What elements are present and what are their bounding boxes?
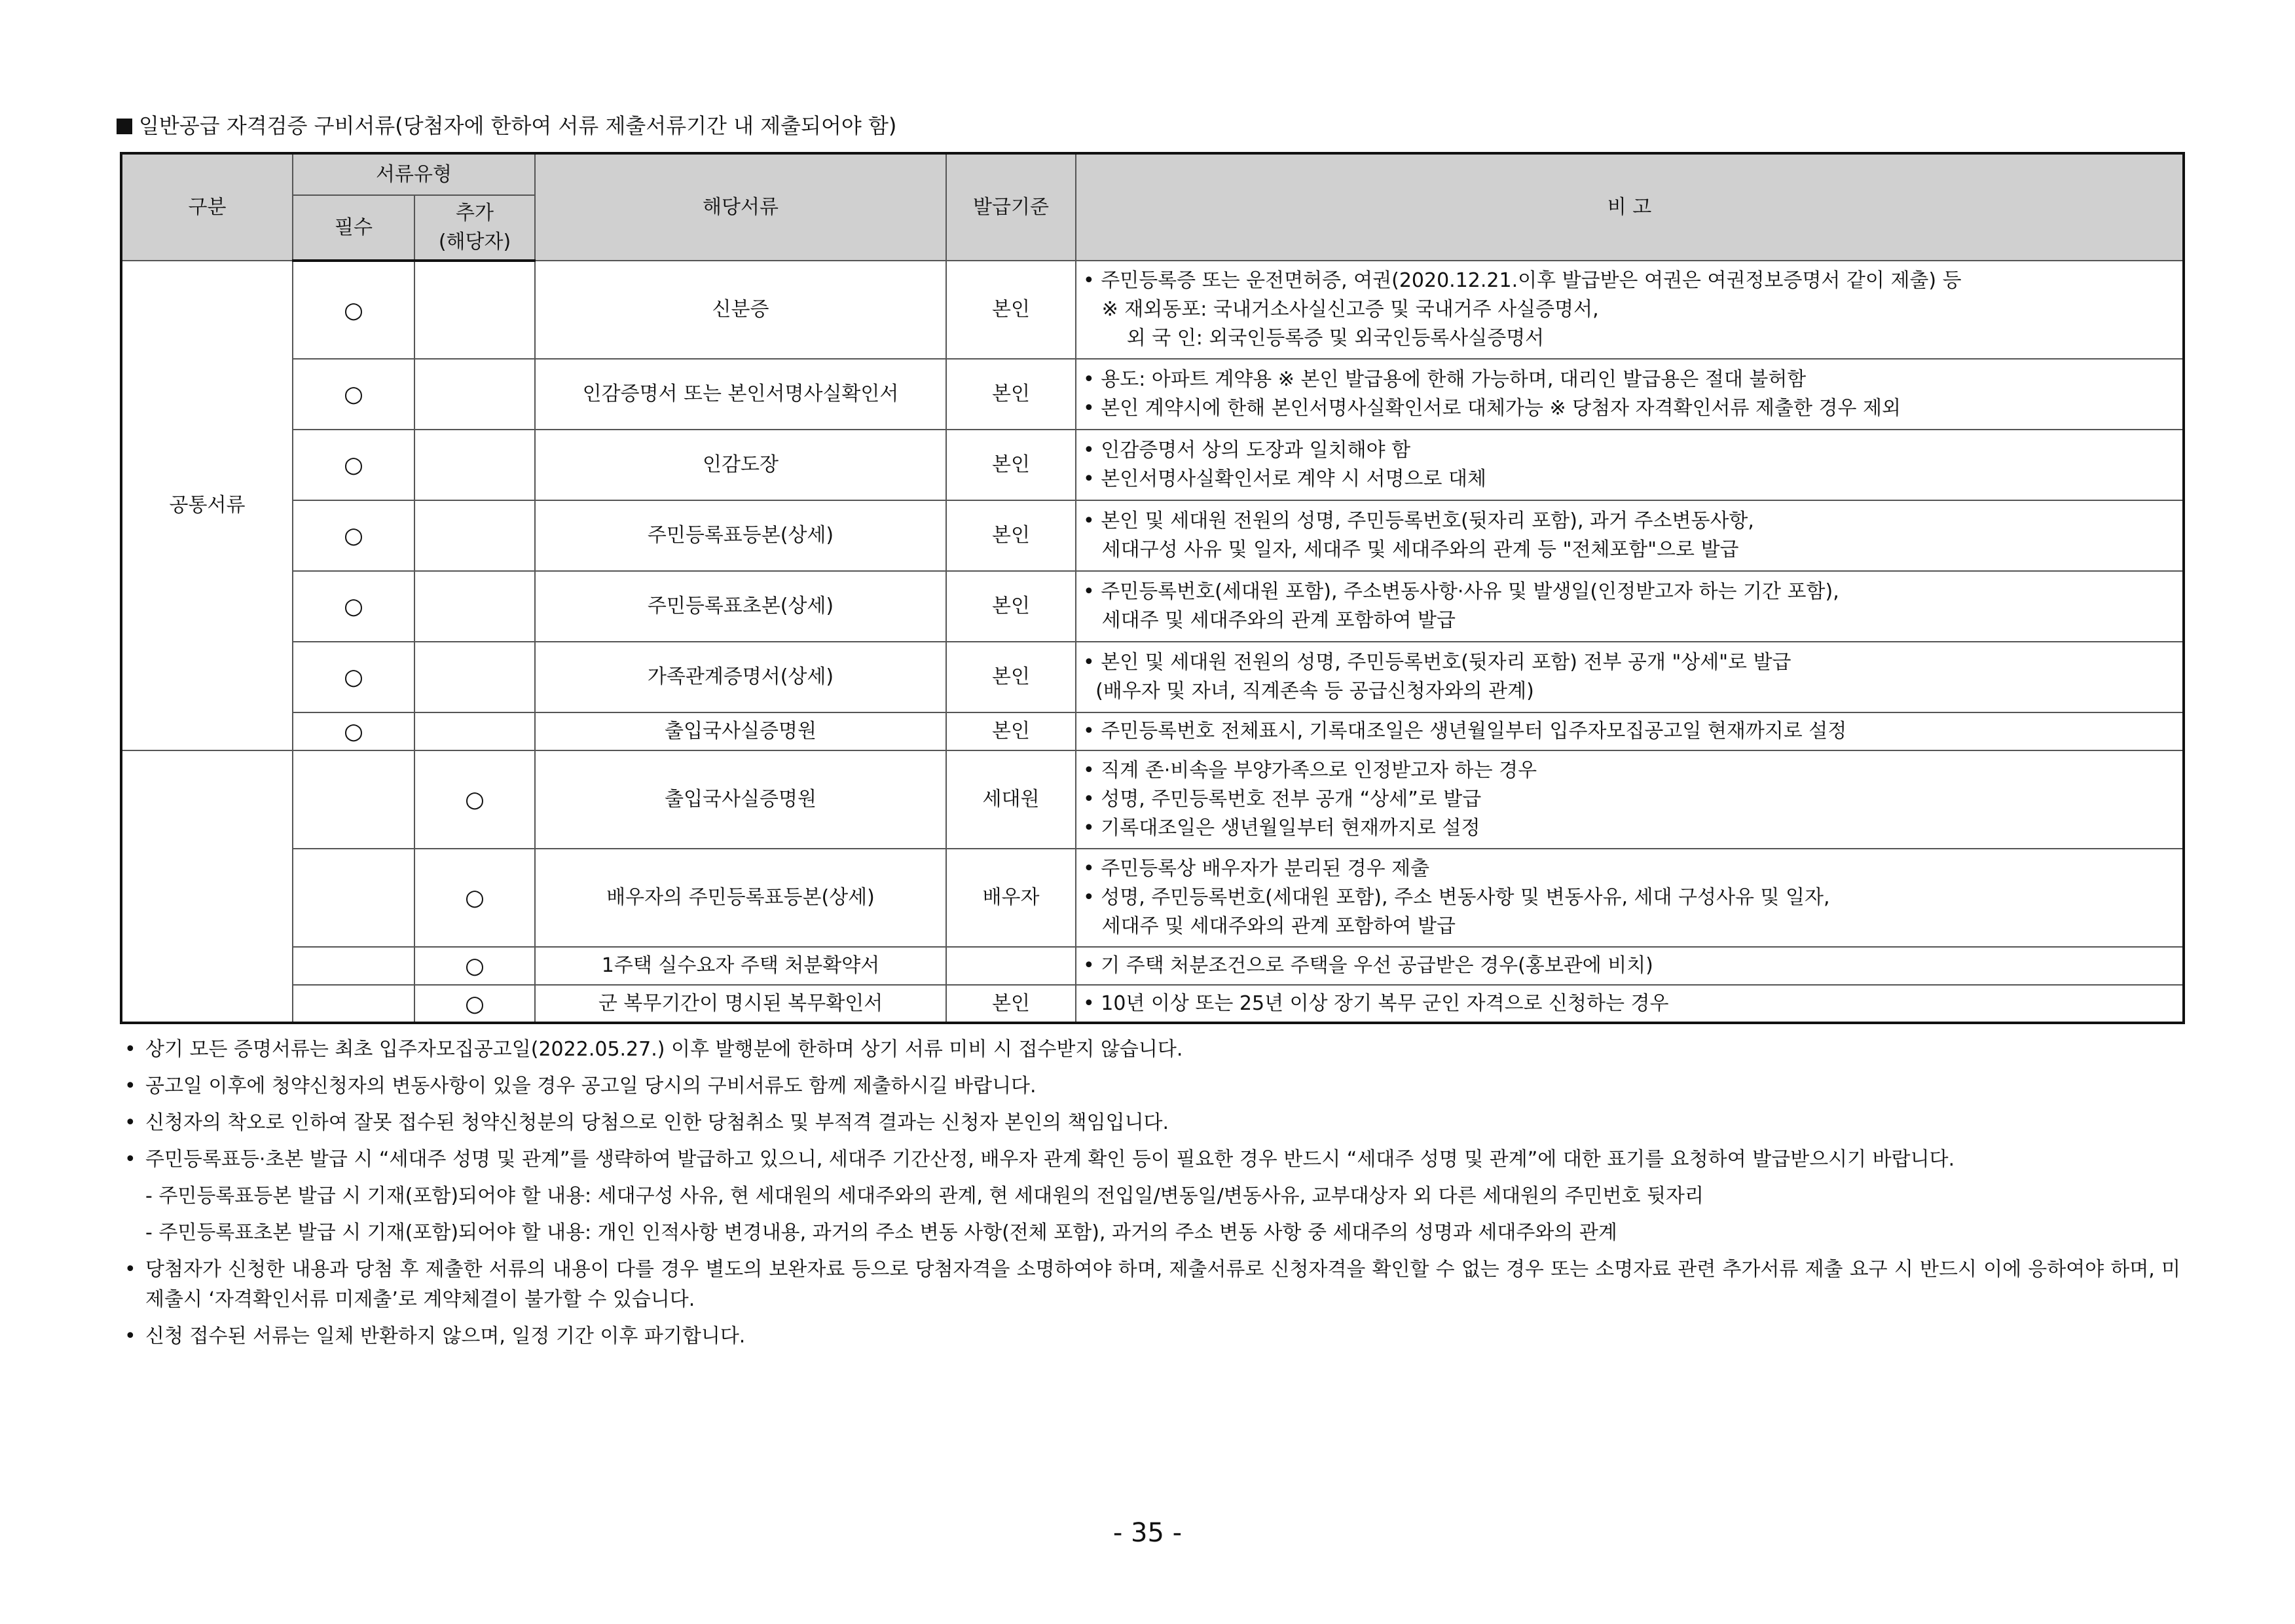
bullet-icon: • (124, 1075, 136, 1098)
remark-line: • 주민등록상 배우자가 분리된 경우 제출 (1083, 857, 1430, 880)
remark-line: • 성명, 주민등록번호 전부 공개 “상세”로 발급 (1083, 788, 1482, 811)
issue-basis-cell: 본인 (946, 642, 1076, 712)
required-mark-cell (293, 985, 414, 1023)
remarks-cell (1076, 430, 2184, 500)
footnote-text: 상기 모든 증명서류는 최초 입주자모집공고일(2022.05.27.) 이후 발행분에 한하며 상기 서류 미비 시 접수받지 않습니다. (145, 1038, 1183, 1061)
issue-basis-cell: 본인 (946, 430, 1076, 500)
table-row (121, 430, 2184, 500)
required-mark-cell (293, 947, 414, 985)
footnote-item (124, 1071, 2180, 1101)
remarks-cell (1076, 359, 2184, 430)
issue-basis-cell: 본인 (946, 261, 1076, 359)
required-mark-cell: ○ (293, 571, 414, 642)
page-number: - 35 - (1112, 1518, 1183, 1548)
remark-line: • 본인 및 세대원 전원의 성명, 주민등록번호(뒷자리 포함), 과거 주소변동사항, (1083, 509, 1754, 532)
additional-mark-cell (414, 261, 535, 359)
page-heading-text: 일반공급 자격검증 구비서류(당첨자에 한하여 서류 제출서류기간 내 제출되어야 함) (139, 113, 897, 138)
footnote-text: 공고일 이후에 청약신청자의 변동사항이 있을 경우 공고일 당시의 구비서류도 함께 제출하시길 바랍니다. (145, 1075, 1037, 1098)
remark-line: • 성명, 주민등록번호(세대원 포함), 주소 변동사항 및 변동사유, 세대 구성사유 및 일자, (1083, 886, 1830, 909)
remark-line: • 주민등록번호 전체표시, 기록대조일은 생년월일부터 입주자모집공고일 현재까지로 설정 (1083, 720, 1847, 743)
footnote-item (124, 1145, 2180, 1175)
group-empty-cell (121, 750, 293, 1023)
table-row (121, 642, 2184, 712)
issue-basis-cell (946, 947, 1076, 985)
footnote-text: 주민등록표등·초본 발급 시 “세대주 성명 및 관계”를 생략하여 발급하고 있으니, 세대주 기간산정, 배우자 관계 확인 등이 필요한 경우 반드시 “세대주 성명 및 관계”에 대한 표기를 요청하여 발급받으시기 바랍니다. (145, 1148, 1955, 1171)
bullet-icon: • (124, 1258, 136, 1281)
square-bullet-icon (117, 119, 132, 134)
document-name-cell: 신분증 (535, 261, 946, 359)
remark-line: 세대주 및 세대주와의 관계 포함하여 발급 (1083, 915, 1456, 938)
required-mark-cell: ○ (293, 642, 414, 712)
document-name-cell: 1주택 실수요자 주택 처분확약서 (535, 947, 946, 985)
table-body (121, 261, 2184, 1023)
required-mark-cell (293, 849, 414, 947)
remark-line: • 기 주택 처분조건으로 주택을 우선 공급받은 경우(홍보관에 비치) (1083, 954, 1653, 977)
remarks-cell (1076, 261, 2184, 359)
bullet-icon: • (124, 1148, 136, 1171)
required-mark-cell: ○ (293, 430, 414, 500)
document-name-cell: 인감도장 (535, 430, 946, 500)
required-mark-cell (293, 750, 414, 849)
remarks-cell (1076, 750, 2184, 849)
footnote-item (124, 1035, 2180, 1065)
bullet-icon: • (124, 1111, 136, 1134)
remarks-cell (1076, 947, 2184, 985)
remark-line: 외 국 인: 외국인등록증 및 외국인등록사실증명서 (1083, 327, 1545, 350)
remarks-cell (1076, 571, 2184, 642)
remark-line: • 기록대조일은 생년월일부터 현재까지로 설정 (1083, 817, 1480, 840)
additional-mark-cell (414, 571, 535, 642)
remark-line: (배우자 및 자녀, 직계존속 등 공급신청자와의 관계) (1083, 680, 1534, 703)
document-name-cell: 가족관계증명서(상세) (535, 642, 946, 712)
remark-line: • 10년 이상 또는 25년 이상 장기 복무 군인 자격으로 신청하는 경우 (1083, 991, 1669, 1015)
additional-mark-cell: ○ (414, 985, 535, 1023)
additional-mark-cell (414, 642, 535, 712)
table-row (121, 571, 2184, 642)
additional-mark-cell: ○ (414, 849, 535, 947)
remarks-cell (1076, 849, 2184, 947)
header-required: 필수 (293, 195, 414, 261)
footnote-text: 신청 접수된 서류는 일체 반환하지 않으며, 일정 기간 이후 파기합니다. (145, 1325, 746, 1348)
table-row (121, 750, 2184, 849)
issue-basis-cell: 세대원 (946, 750, 1076, 849)
header-category: 구분 (121, 153, 293, 261)
issue-basis-cell: 본인 (946, 359, 1076, 430)
remark-line: • 주민등록증 또는 운전면허증, 여권(2020.12.21.이후 발급받은 여권은 여권정보증명서 같이 제출) 등 (1083, 269, 1962, 292)
page-heading (117, 113, 896, 139)
table-row (121, 849, 2184, 947)
additional-mark-cell (414, 430, 535, 500)
remark-line: 세대주 및 세대주와의 관계 포함하여 발급 (1083, 609, 1456, 632)
header-document: 해당서류 (535, 153, 946, 261)
remark-line: ※ 재외동포: 국내거소사실신고증 및 국내거주 사실증명서, (1083, 298, 1599, 321)
bullet-icon: • (124, 1325, 136, 1348)
document-name-cell: 군 복무기간이 명시된 복무확인서 (535, 985, 946, 1023)
document-requirements-table (120, 152, 2185, 1024)
header-remarks: 비 고 (1076, 153, 2184, 261)
footnote-item (124, 1255, 2180, 1315)
required-mark-cell: ○ (293, 712, 414, 750)
table-row (121, 985, 2184, 1023)
footnote-text: 신청자의 착오로 인하여 잘못 접수된 청약신청분의 당첨으로 인한 당첨취소 및 부적격 결과는 신청자 본인의 책임입니다. (145, 1111, 1169, 1134)
additional-mark-cell: ○ (414, 947, 535, 985)
bullet-icon: • (124, 1038, 136, 1061)
remarks-cell (1076, 712, 2184, 750)
table-row (121, 947, 2184, 985)
issue-basis-cell: 본인 (946, 985, 1076, 1023)
additional-mark-cell (414, 500, 535, 571)
required-mark-cell: ○ (293, 359, 414, 430)
required-mark-cell: ○ (293, 261, 414, 359)
remarks-cell (1076, 500, 2184, 571)
group-label-cell: 공통서류 (121, 261, 293, 750)
remark-line: • 인감증명서 상의 도장과 일치해야 함 (1083, 439, 1411, 462)
remark-line: • 주민등록번호(세대원 포함), 주소변동사항·사유 및 발생일(인정받고자 하는 기간 포함), (1083, 580, 1839, 603)
additional-mark-cell: ○ (414, 750, 535, 849)
remark-line: • 본인서명사실확인서로 계약 시 서명으로 대체 (1083, 468, 1487, 490)
footnote-sub-item: - 주민등록표등본 발급 시 기재(포함)되어야 할 내용: 세대구성 사유, 현 세대원의 세대주와의 관계, 현 세대원의 전입일/변동일/변동사유, 교부대상자 외 다른 세대원의 주민번호 뒷자리 (145, 1185, 1704, 1208)
header-issue-basis: 발급기준 (946, 153, 1076, 261)
table-row (121, 712, 2184, 750)
document-name-cell: 출입국사실증명원 (535, 750, 946, 849)
table-row (121, 500, 2184, 571)
remarks-cell (1076, 642, 2184, 712)
document-name-cell: 배우자의 주민등록표등본(상세) (535, 849, 946, 947)
remark-line: • 본인 및 세대원 전원의 성명, 주민등록번호(뒷자리 포함) 전부 공개 "상세"로 발급 (1083, 651, 1791, 674)
issue-basis-cell: 본인 (946, 500, 1076, 571)
remarks-cell (1076, 985, 2184, 1023)
additional-mark-cell (414, 359, 535, 430)
issue-basis-cell: 본인 (946, 571, 1076, 642)
header-additional (414, 195, 535, 261)
footnote-text: 당첨자가 신청한 내용과 당첨 후 제출한 서류의 내용이 다를 경우 별도의 보완자료 등으로 당첨자격을 소명하여야 하며, 제출서류로 신청자격을 확인할 수 없는 경우 또는 소명자료 관련 추가서류 제출 요구 시 반드시 이에 응하여야 하며, 미제출시 ‘자격확인서류 미제출’로 계약체결이 불가할 수 있습니다. (145, 1258, 2180, 1311)
table-row (121, 261, 2184, 359)
header-additional-line2: (해당자) (438, 230, 511, 253)
issue-basis-cell: 본인 (946, 712, 1076, 750)
footnote-item (124, 1321, 2180, 1352)
footnotes (124, 1035, 2180, 1358)
required-mark-cell: ○ (293, 500, 414, 571)
table-row (121, 359, 2184, 430)
document-name-cell: 인감증명서 또는 본인서명사실확인서 (535, 359, 946, 430)
header-additional-line1: 추가 (456, 201, 494, 225)
document-name-cell: 주민등록표초본(상세) (535, 571, 946, 642)
issue-basis-cell: 배우자 (946, 849, 1076, 947)
remark-line: • 본인 계약시에 한해 본인서명사실확인서로 대체가능 ※ 당첨자 자격확인서류 제출한 경우 제외 (1083, 397, 1901, 420)
footnote-item (124, 1108, 2180, 1138)
additional-mark-cell (414, 712, 535, 750)
remark-line: • 직계 존·비속을 부양가족으로 인정받고자 하는 경우 (1083, 759, 1537, 782)
document-name-cell: 주민등록표등본(상세) (535, 500, 946, 571)
header-doc-type: 서류유형 (293, 153, 535, 195)
document-name-cell: 출입국사실증명원 (535, 712, 946, 750)
remark-line: 세대구성 사유 및 일자, 세대주 및 세대주와의 관계 등 "전체포함"으로 발급 (1083, 538, 1739, 561)
footnote-sub-item: - 주민등록표초본 발급 시 기재(포함)되어야 할 내용: 개인 인적사항 변경내용, 과거의 주소 변동 사항(전체 포함), 과거의 주소 변동 사항 중 세대주의 성명과 세대주와의 관계 (145, 1221, 1617, 1244)
remark-line: • 용도: 아파트 계약용 ※ 본인 발급용에 한해 가능하며, 대리인 발급용은 절대 불허함 (1083, 368, 1807, 391)
